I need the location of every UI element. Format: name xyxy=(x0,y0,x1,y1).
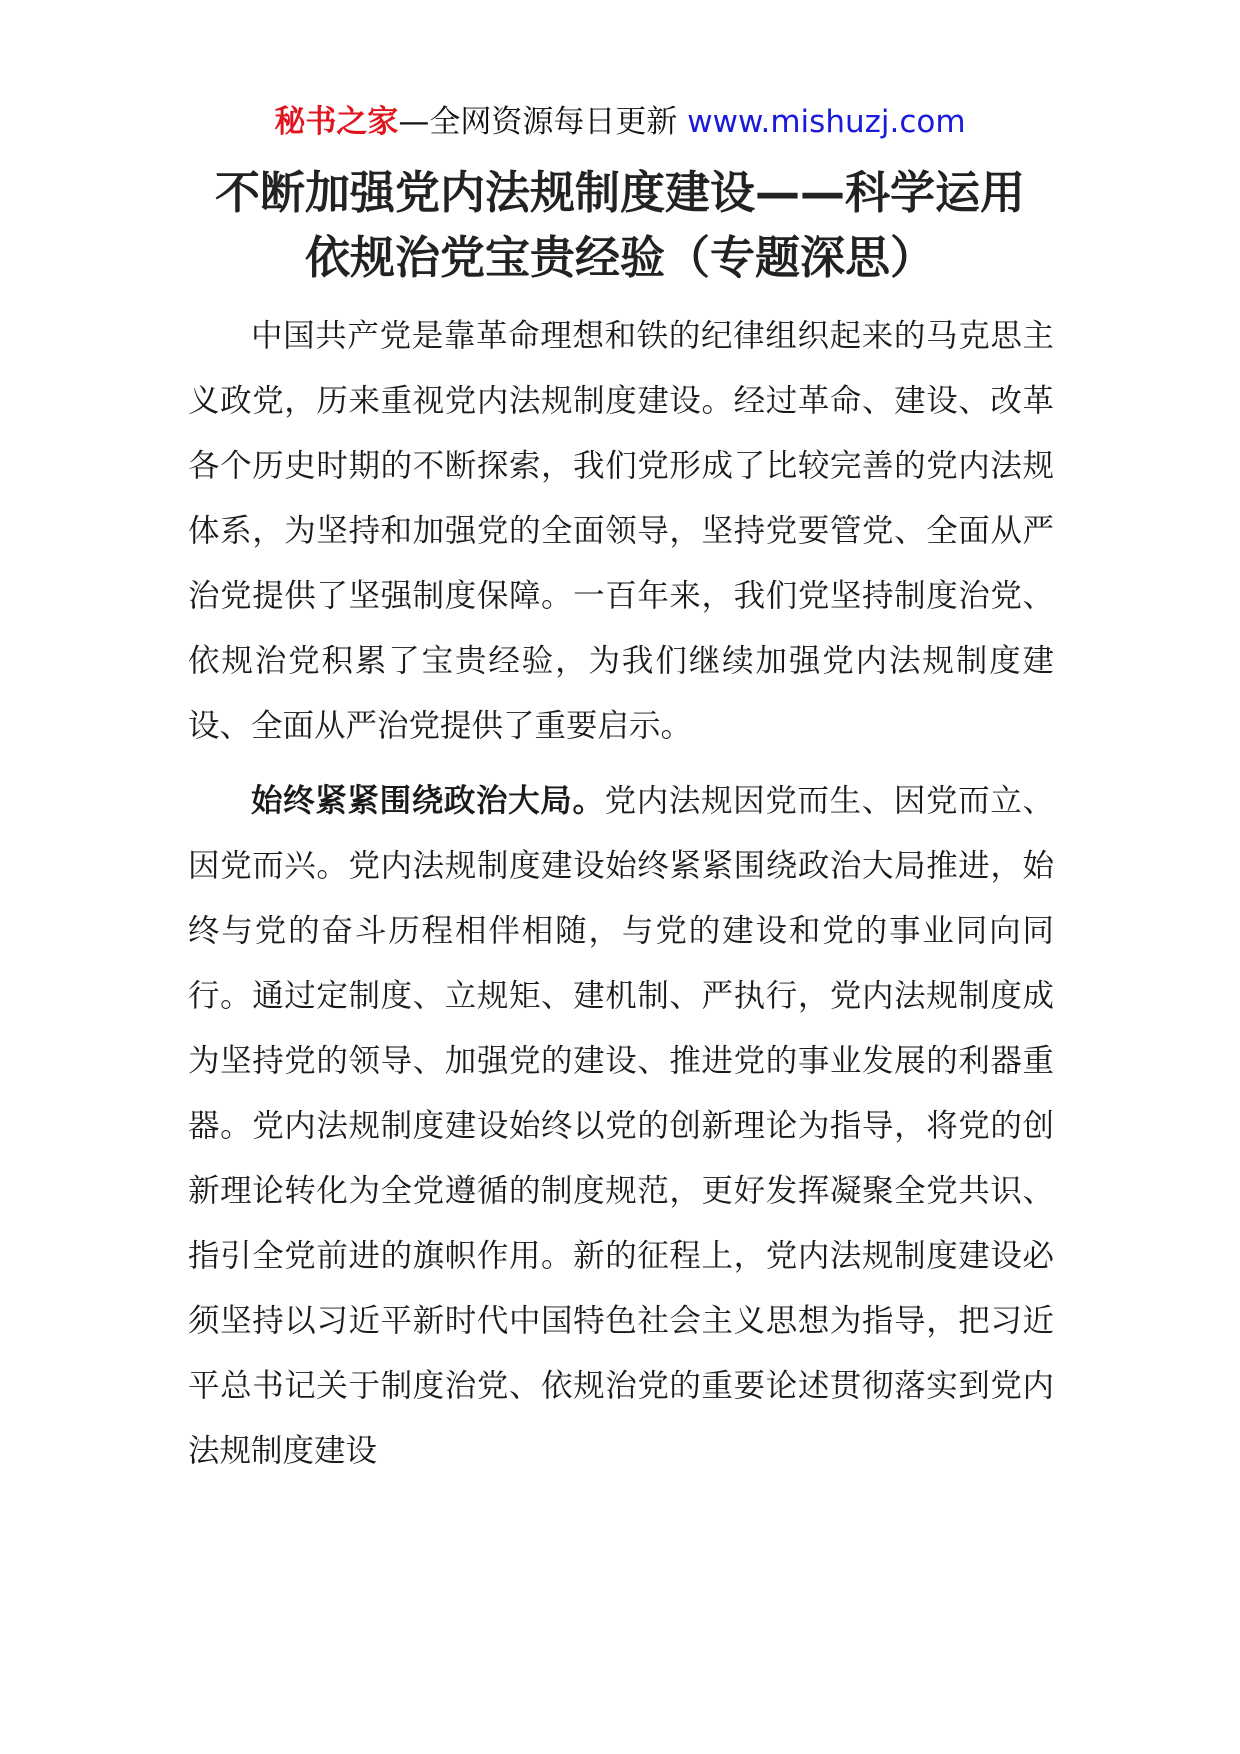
paragraph-intro: 中国共产党是靠革命理想和铁的纪律组织起来的马克思主义政党，历来重视党内法规制度建设。经过革命、建设、改革各个历史时期的不断探索，我们党形成了比较完善的党内法规体系，为坚持和加强党的全面领导，坚持党要管党、全面从严治党提供了坚强制度保障。一百年来，我们党坚持制度治党、依规治党积累了宝贵经验，为我们继续加强党内法规制度建设、全面从严治党提供了重要启示。 xyxy=(188,318,1054,744)
site-url-link[interactable]: www.mishuzj.com xyxy=(687,104,966,140)
article-title-line-2: 依规治党宝贵经验（专题深思） xyxy=(304,231,935,284)
paragraph-body-text: 党内法规因党而生、因党而立、因党而兴。党内法规制度建设始终紧紧围绕政治大局推进，始终与党的奋斗历程相伴相随，与党的建设和党的事业同向同行。通过定制度、立规矩、建机制、严执行，党内法规制度成为坚持党的领导、加强党的建设、推进党的事业发展的利器重器。党内法规制度建设始终以党的创新理论为指导，将党的创新理论转化为全党遵循的制度规范，更好发挥凝聚全党共识、指引全党前进的旗帜作用。新的征程上，党内法规制度建设必须坚持以习近平新时代中国特色社会主义思想为指导，把习近平总书记关于制度治党、依规治党的重要论述贯彻落实到党内法规制度建设 xyxy=(188,783,1054,1469)
paragraph-lead-heading: 始终紧紧围绕政治大局。 xyxy=(251,783,605,819)
article-body xyxy=(188,304,1054,1484)
site-header xyxy=(0,100,1240,144)
site-brand: 秘书之家 xyxy=(274,104,399,140)
article-title xyxy=(150,160,1090,290)
paragraph-political-overall xyxy=(188,769,1054,1484)
site-slogan: —全网资源每日更新 xyxy=(398,104,688,140)
article-title-line-1: 不断加强党内法规制度建设——科学运用 xyxy=(214,166,1025,219)
